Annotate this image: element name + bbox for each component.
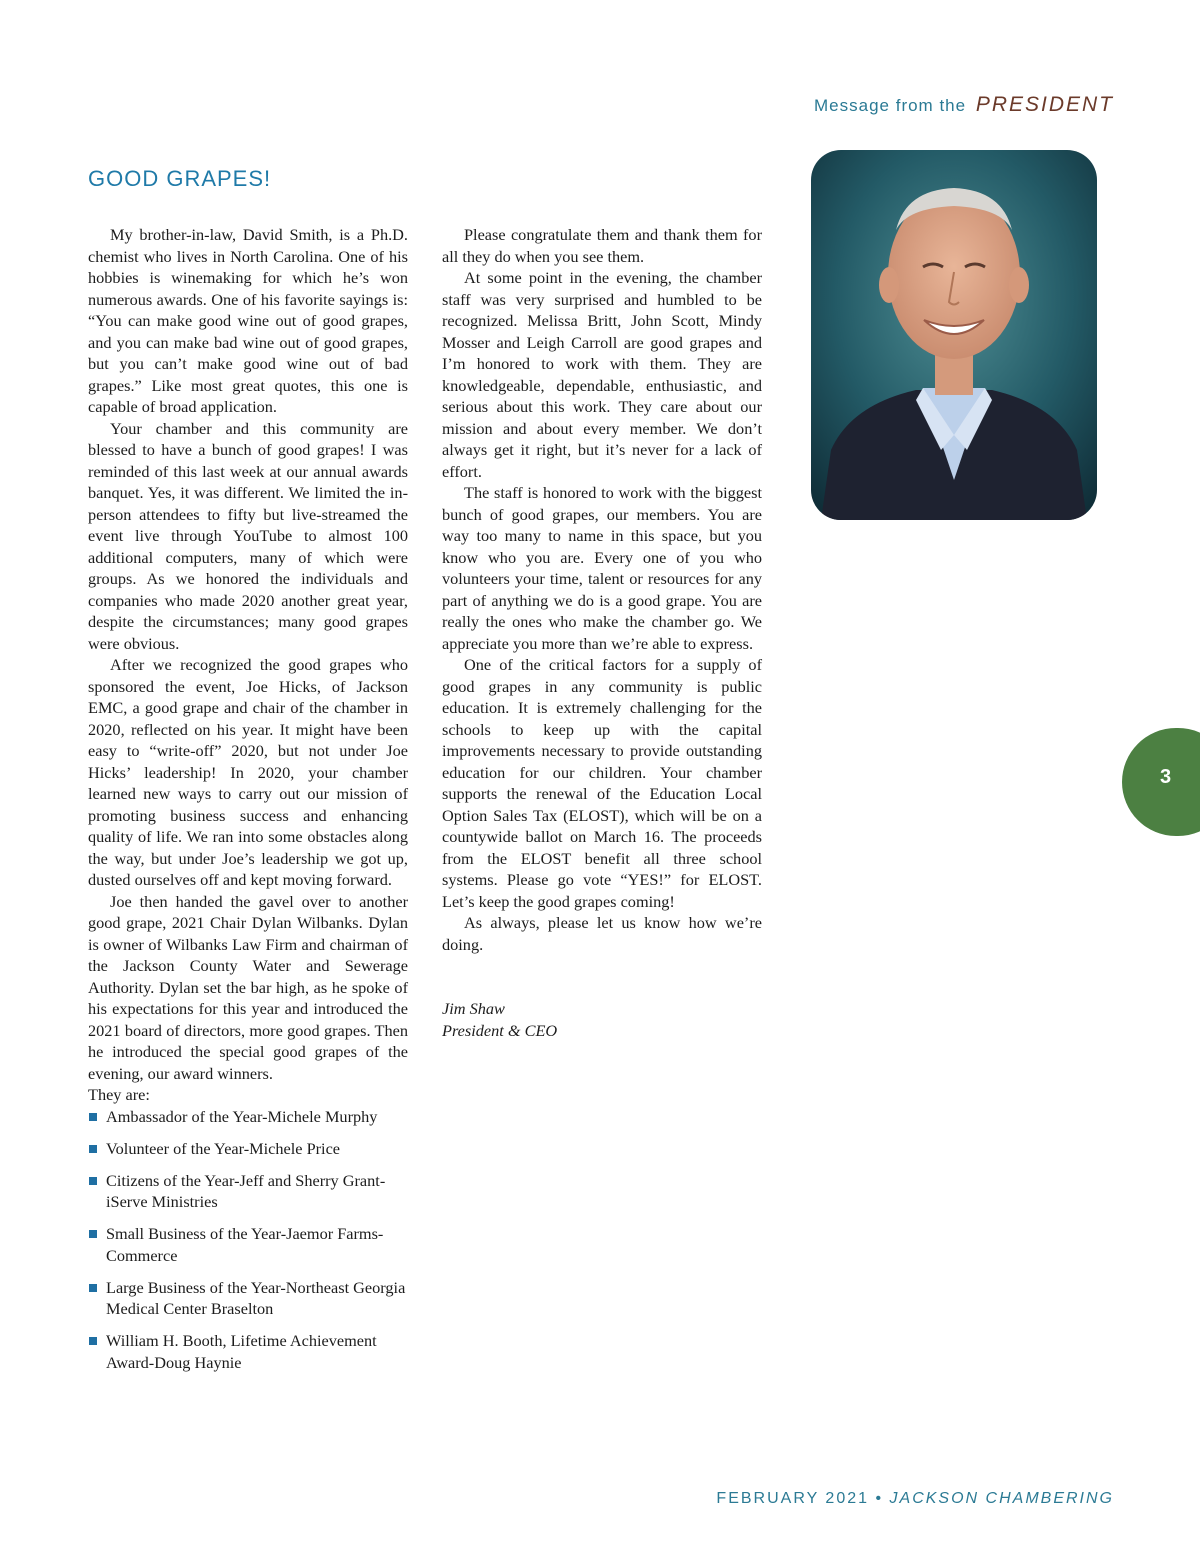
paragraph: The staff is honored to work with the biggest bunch of good grapes, our members. You are way too many to name in this space, but you know who you are. Every one of you who volunteers your time, talent or resources for any part of anything we do is a good grape. You are really the ones who make the chamber go. We appreciate you more than we’re able to express. bbox=[442, 483, 762, 653]
award-item bbox=[88, 1277, 408, 1320]
award-text: Ambassador of the Year-Michele Murphy bbox=[106, 1106, 378, 1126]
award-text: Volunteer of the Year-Michele Price bbox=[106, 1138, 341, 1158]
square-bullet-icon bbox=[89, 1145, 97, 1153]
paragraph: Please congratulate them and thank them for all they do when you see them. bbox=[442, 225, 762, 266]
article-title: GOOD GRAPES! bbox=[88, 166, 272, 191]
article-column-1 bbox=[88, 224, 408, 1384]
signature-name: Jim Shaw bbox=[442, 999, 505, 1018]
square-bullet-icon bbox=[89, 1230, 97, 1238]
paragraph: My brother-in-law, David Smith, is a Ph.D. chemist who lives in North Carolina. One of his hobbies is winemaking for which he’s won numerous awards. One of his favorite sayings is: “You can make good wine out of good grapes, and you can make bad wine out of good grapes, but you can’t make good wine out of bad grapes.” Like most great quotes, this one is capable of broad application. bbox=[88, 225, 408, 416]
award-list bbox=[88, 1106, 408, 1374]
award-text: Citizens of the Year-Jeff and Sherry Grant-iServe Ministries bbox=[106, 1170, 386, 1211]
award-text: William H. Booth, Lifetime Achievement Award-Doug Haynie bbox=[106, 1331, 377, 1372]
award-item bbox=[88, 1106, 408, 1128]
award-item bbox=[88, 1170, 408, 1213]
page-footer bbox=[716, 1490, 1114, 1508]
signature-role: President & CEO bbox=[442, 1020, 558, 1040]
footer-publication: JACKSON CHAMBERING bbox=[889, 1490, 1114, 1507]
footer-date: FEBRUARY 2021 bbox=[716, 1490, 870, 1507]
square-bullet-icon bbox=[89, 1337, 97, 1345]
paragraph: One of the critical factors for a supply of good grapes in any community is public education. It is extremely challenging for the schools to keep up with the capital improvements necessary to provide outstanding education for our children. Your chamber supports the renewal of the Education Local Option Sales Tax (ELOST), which will be on a countywide ballot on March 16. The proceeds from the ELOST benefit all three school systems. Please go vote “YES!” for ELOST. Let’s keep the good grapes coming! bbox=[442, 655, 762, 911]
paragraph: After we recognized the good grapes who sponsored the event, Joe Hicks, of Jackson EMC, a good grape and chair of the chamber in 2020, reflected on his year. It might have been easy to “write-off” 2020, but not under Joe Hicks’ leadership! In 2020, your chamber learned new ways to carry out our mission of promoting business success and enhancing quality of life. We ran into some obstacles along the way, but under Joe’s leadership we got up, dusted ourselves off and kept moving forward. bbox=[88, 655, 408, 889]
paragraph: Joe then handed the gavel over to another good grape, 2021 Chair Dylan Wilbanks. Dylan is owner of Wilbanks Law Firm and chairman of the Jackson County Water and Sewerage Authority. Dylan set the bar high, as he spoke of his expectations for this year and introduced the 2021 board of directors, more good grapes. Then he introduced the special good grapes of the evening, our award winners. bbox=[88, 891, 408, 1083]
they-are-label: They are: bbox=[88, 1085, 150, 1104]
president-portrait-photo bbox=[811, 150, 1097, 520]
square-bullet-icon bbox=[89, 1284, 97, 1292]
award-item bbox=[88, 1330, 408, 1373]
award-text: Large Business of the Year-Northeast Georgia Medical Center Braselton bbox=[106, 1277, 406, 1318]
header-prefix: Message from the bbox=[814, 96, 967, 115]
square-bullet-icon bbox=[89, 1177, 97, 1185]
award-item bbox=[88, 1223, 408, 1266]
award-item bbox=[88, 1138, 408, 1160]
paragraph: At some point in the evening, the chamber staff was very surprised and humbled to be recognized. Melissa Britt, John Scott, Mindy Mosser and Leigh Carroll are good grapes and I’m honored to work with them. They are knowledgeable, dependable, enthusiastic, and serious about this work. They care about our mission and about every member. We don’t always get it right, but it’s never for a lack of effort. bbox=[442, 268, 762, 481]
footer-separator: • bbox=[875, 1490, 884, 1507]
section-header bbox=[814, 93, 1114, 117]
header-emphasis: PRESIDENT bbox=[975, 93, 1114, 116]
article-column-2 bbox=[442, 224, 762, 1041]
award-text: Small Business of the Year-Jaemor Farms-Commerce bbox=[106, 1224, 384, 1265]
square-bullet-icon bbox=[89, 1113, 97, 1121]
paragraph: Your chamber and this community are blessed to have a bunch of good grapes! I was reminded of this last week at our annual awards banquet. Yes, it was different. We limited the in-person attendees to fifty but live-streamed the event live through YouTube to almost 100 additional computers, many of which were groups. As we honored the individuals and companies who made 2020 another great year, despite the circumstances; many good grapes were obvious. bbox=[88, 418, 408, 653]
portrait-illustration bbox=[811, 150, 1097, 520]
signature-block bbox=[442, 998, 762, 1041]
paragraph: As always, please let us know how we’re doing. bbox=[442, 913, 762, 954]
page-number: 3 bbox=[1160, 766, 1172, 788]
